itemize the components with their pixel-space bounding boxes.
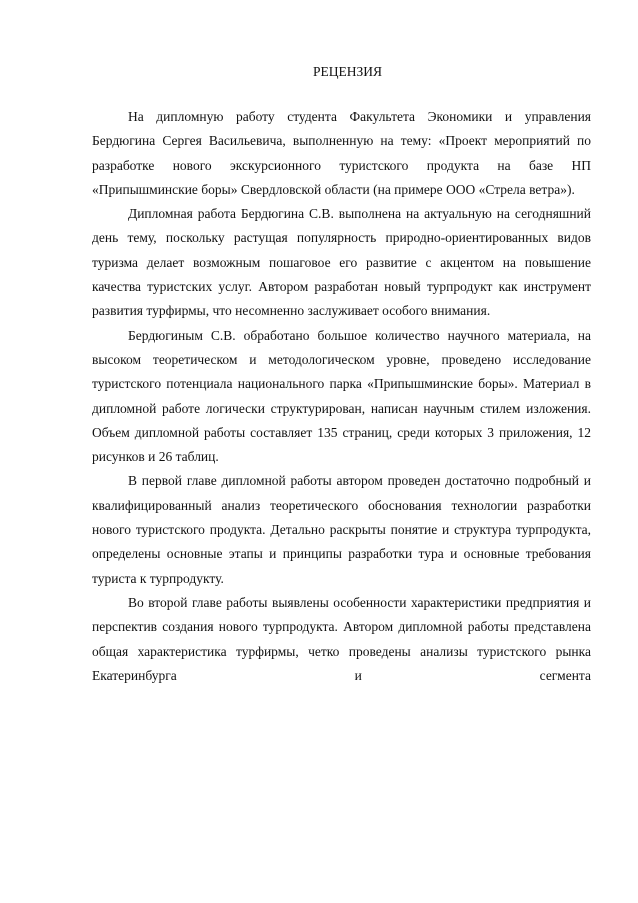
paragraph-thesis-topic: На дипломную работу студента Факультета Экономики и управления Бердюгина Сергея Васильевича, выполненную на тему: «Проект мероприятий по разработке нового экскурсионного туристского продукта на базе НП «Припышминские боры» Свердловской области (на примере ООО «Стрела ветра»). bbox=[92, 109, 591, 197]
paragraph-chapter-one: В первой главе дипломной работы автором проведен достаточно подробный и квалифицированный анализ теоретического обоснования технологии разработки нового туристского продукта. Детально раскрыты понятие и структура турпродукта, определены основные этапы и принципы разработки тура и основные требования туриста к турпродукту. bbox=[92, 473, 591, 586]
document-page bbox=[92, 62, 591, 688]
paragraph-relevance: Дипломная работа Бердюгина С.В. выполнена на актуальную на сегодняшний день тему, поскольку растущая популярность природно-ориентированных видов туризма делает возможным пошаговое его развитие с акцентом на повышение качества туристских услуг. Автором разработан новый турпродукт как инструмент развития турфирмы, что несомненно заслуживает особого внимания. bbox=[92, 206, 591, 319]
paragraph-material: Бердюгиным С.В. обработано большое количество научного материала, на высоком теоретическом и методологическом уровне, проведено исследование туристского потенциала национального парка «Припышминские боры». Материал в дипломной работе логически структурирован, написан научным стилем изложения. Объем дипломной работы составляет 135 страниц, среди которых 3 приложения, 12 рисунков и 26 таблиц. bbox=[92, 327, 591, 465]
paragraph-chapter-two: Во второй главе работы выявлены особенности характеристики предприятия и перспектив создания нового турпродукта. Автором дипломной работы представлена общая характеристика турфирмы, четко проведены анализы туристского рынка Екатеринбурга и сегмента bbox=[92, 594, 591, 683]
document-title: РЕЦЕНЗИЯ bbox=[312, 64, 383, 79]
